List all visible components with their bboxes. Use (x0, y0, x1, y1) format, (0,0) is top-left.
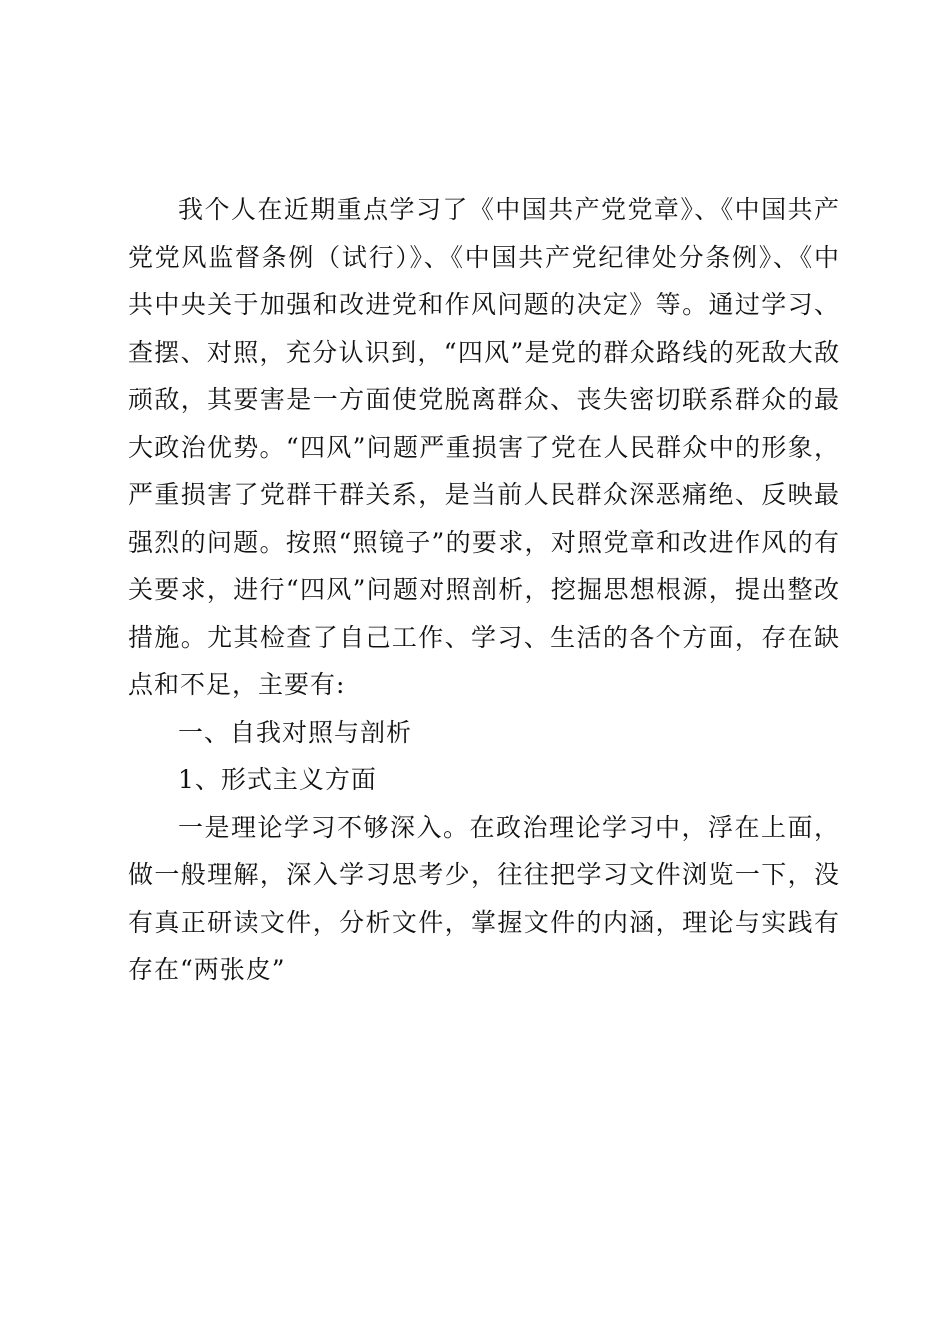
document-body (128, 186, 840, 994)
study-paragraph: 一是理论学习不够深入。在政治理论学习中，浮在上面，做一般理解，深入学习思考少，往往把学习文件浏览一下，没有真正研读文件，分析文件，掌握文件的内涵，理论与实践有存在“两张皮” (128, 812, 840, 984)
intro-paragraph: 我个人在近期重点学习了《中国共产党党章》、《中国共产党党风监督条例（试行）》、《中国共产党纪律处分条例》、《中共中央关于加强和改进党和作风问题的决定》等。通过学习、查摆、对照，充分认识到，“四风”是党的群众路线的死敌大敌顽敌，其要害是一方面使党脱离群众、丧失密切联系群众的最大政治优势。“四风”问题严重损害了党在人民群众中的形象，严重损害了党群干群关系，是当前人民群众深恶痛绝、反映最强烈的问题。按照“照镜子”的要求，对照党章和改进作风的有关要求，进行“四风”问题对照剖析，挖掘思想根源，提出整改措施。尤其检查了自己工作、学习、生活的各个方面，存在缺点和不足，主要有: (128, 195, 840, 699)
subsection-heading: 1、形式主义方面 (178, 765, 377, 794)
section-heading: 一、自我对照与剖析 (178, 717, 413, 747)
